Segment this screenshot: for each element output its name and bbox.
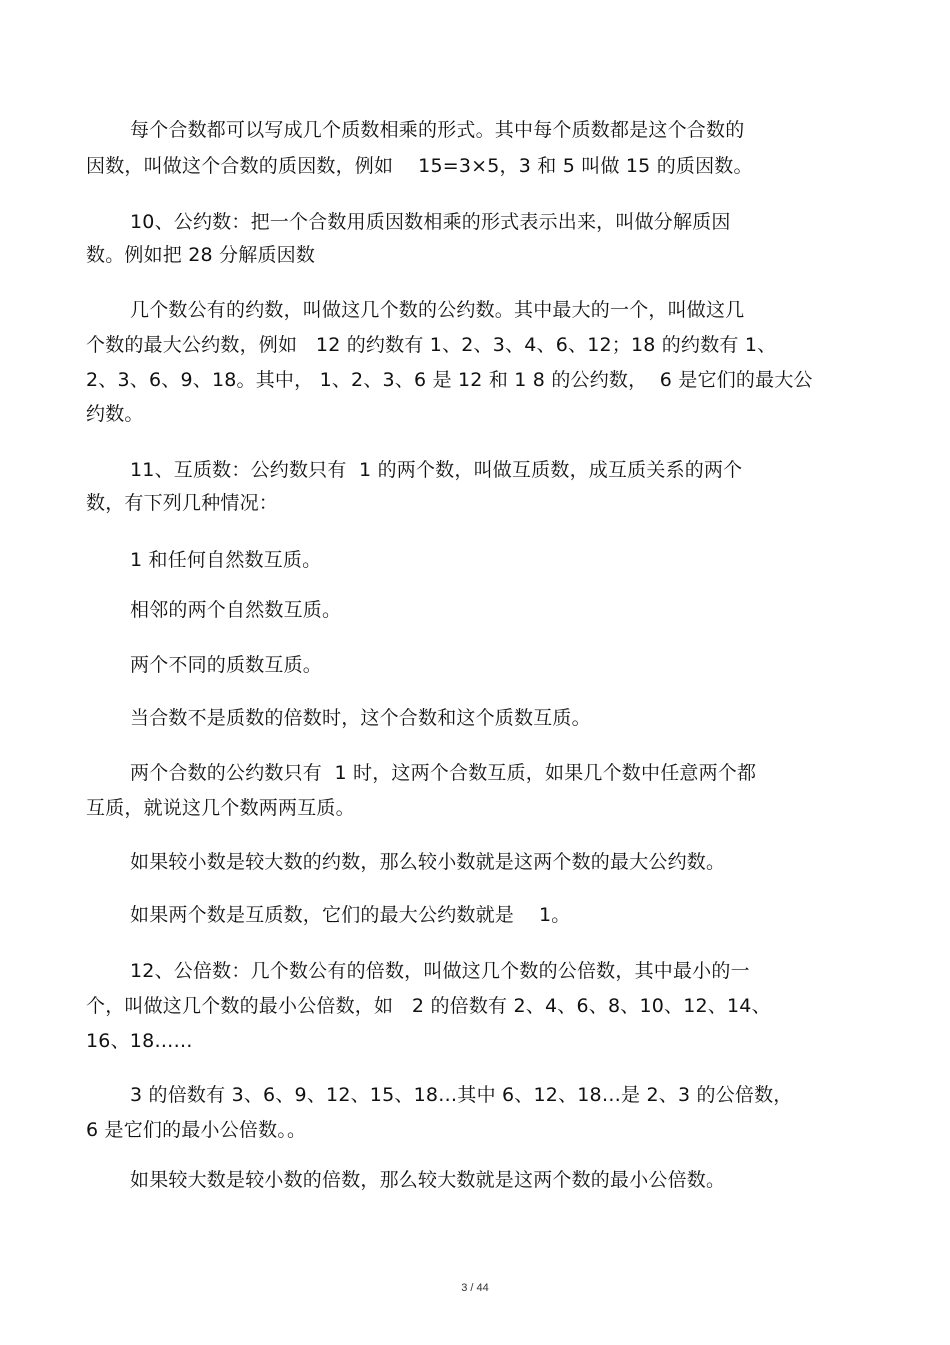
- text-line: 2、3、6、9、18。其中， 1、2、3、6 是 12 和 1 8 的公约数， 6 是它们的最大公: [86, 369, 813, 391]
- text-line: 个数的最大公约数，例如 12 的约数有 1、2、3、4、6、12；18 的约数有 1、: [86, 334, 777, 356]
- text-line: 11、互质数：公约数只有 1 的两个数，叫做互质数，成互质关系的两个: [130, 459, 743, 481]
- text-line: 1 和任何自然数互质。: [130, 549, 322, 571]
- text-line: 6 是它们的最小公倍数。。: [86, 1119, 307, 1141]
- text-line: 相邻的两个自然数互质。: [130, 599, 342, 621]
- text-line: 如果较大数是较小数的倍数，那么较大数就是这两个数的最小公倍数。: [130, 1169, 726, 1191]
- text-line: 因数，叫做这个合数的质因数，例如 15=3×5，3 和 5 叫做 15 的质因数。: [86, 155, 753, 177]
- text-line: 当合数不是质数的倍数时，这个合数和这个质数互质。: [130, 707, 591, 729]
- text-line: 互质，就说这几个数两两互质。: [86, 797, 355, 819]
- page-number: 3 / 44: [461, 1282, 489, 1294]
- text-line: 两个合数的公约数只有 1 时，这两个合数互质，如果几个数中任意两个都: [130, 762, 757, 784]
- text-line: 12、公倍数：几个数公有的倍数，叫做这几个数的公倍数，其中最小的一: [130, 960, 750, 982]
- text-line: 如果较小数是较大数的约数，那么较小数就是这两个数的最大公约数。: [130, 851, 726, 873]
- text-line: 两个不同的质数互质。: [130, 654, 323, 676]
- text-line: 如果两个数是互质数，它们的最大公约数就是 1。: [130, 904, 571, 926]
- text-line: 3 的倍数有 3、6、9、12、15、18…其中 6、12、18…是 2、3 的公倍数，: [130, 1084, 793, 1106]
- text-line: 个，叫做这几个数的最小公倍数，如 2 的倍数有 2、4、6、8、10、12、14、: [86, 995, 771, 1017]
- text-line: 10、公约数：把一个合数用质因数相乘的形式表示出来，叫做分解质因: [130, 211, 731, 233]
- text-line: 数。例如把 28 分解质因数: [86, 244, 316, 266]
- text-line: 16、18……: [86, 1030, 193, 1052]
- text-line: 每个合数都可以写成几个质数相乘的形式。其中每个质数都是这个合数的: [130, 119, 745, 141]
- text-line: 几个数公有的约数，叫做这几个数的公约数。其中最大的一个，叫做这几: [130, 299, 745, 321]
- text-line: 数，有下列几种情况：: [86, 492, 279, 514]
- text-line: 约数。: [86, 403, 144, 425]
